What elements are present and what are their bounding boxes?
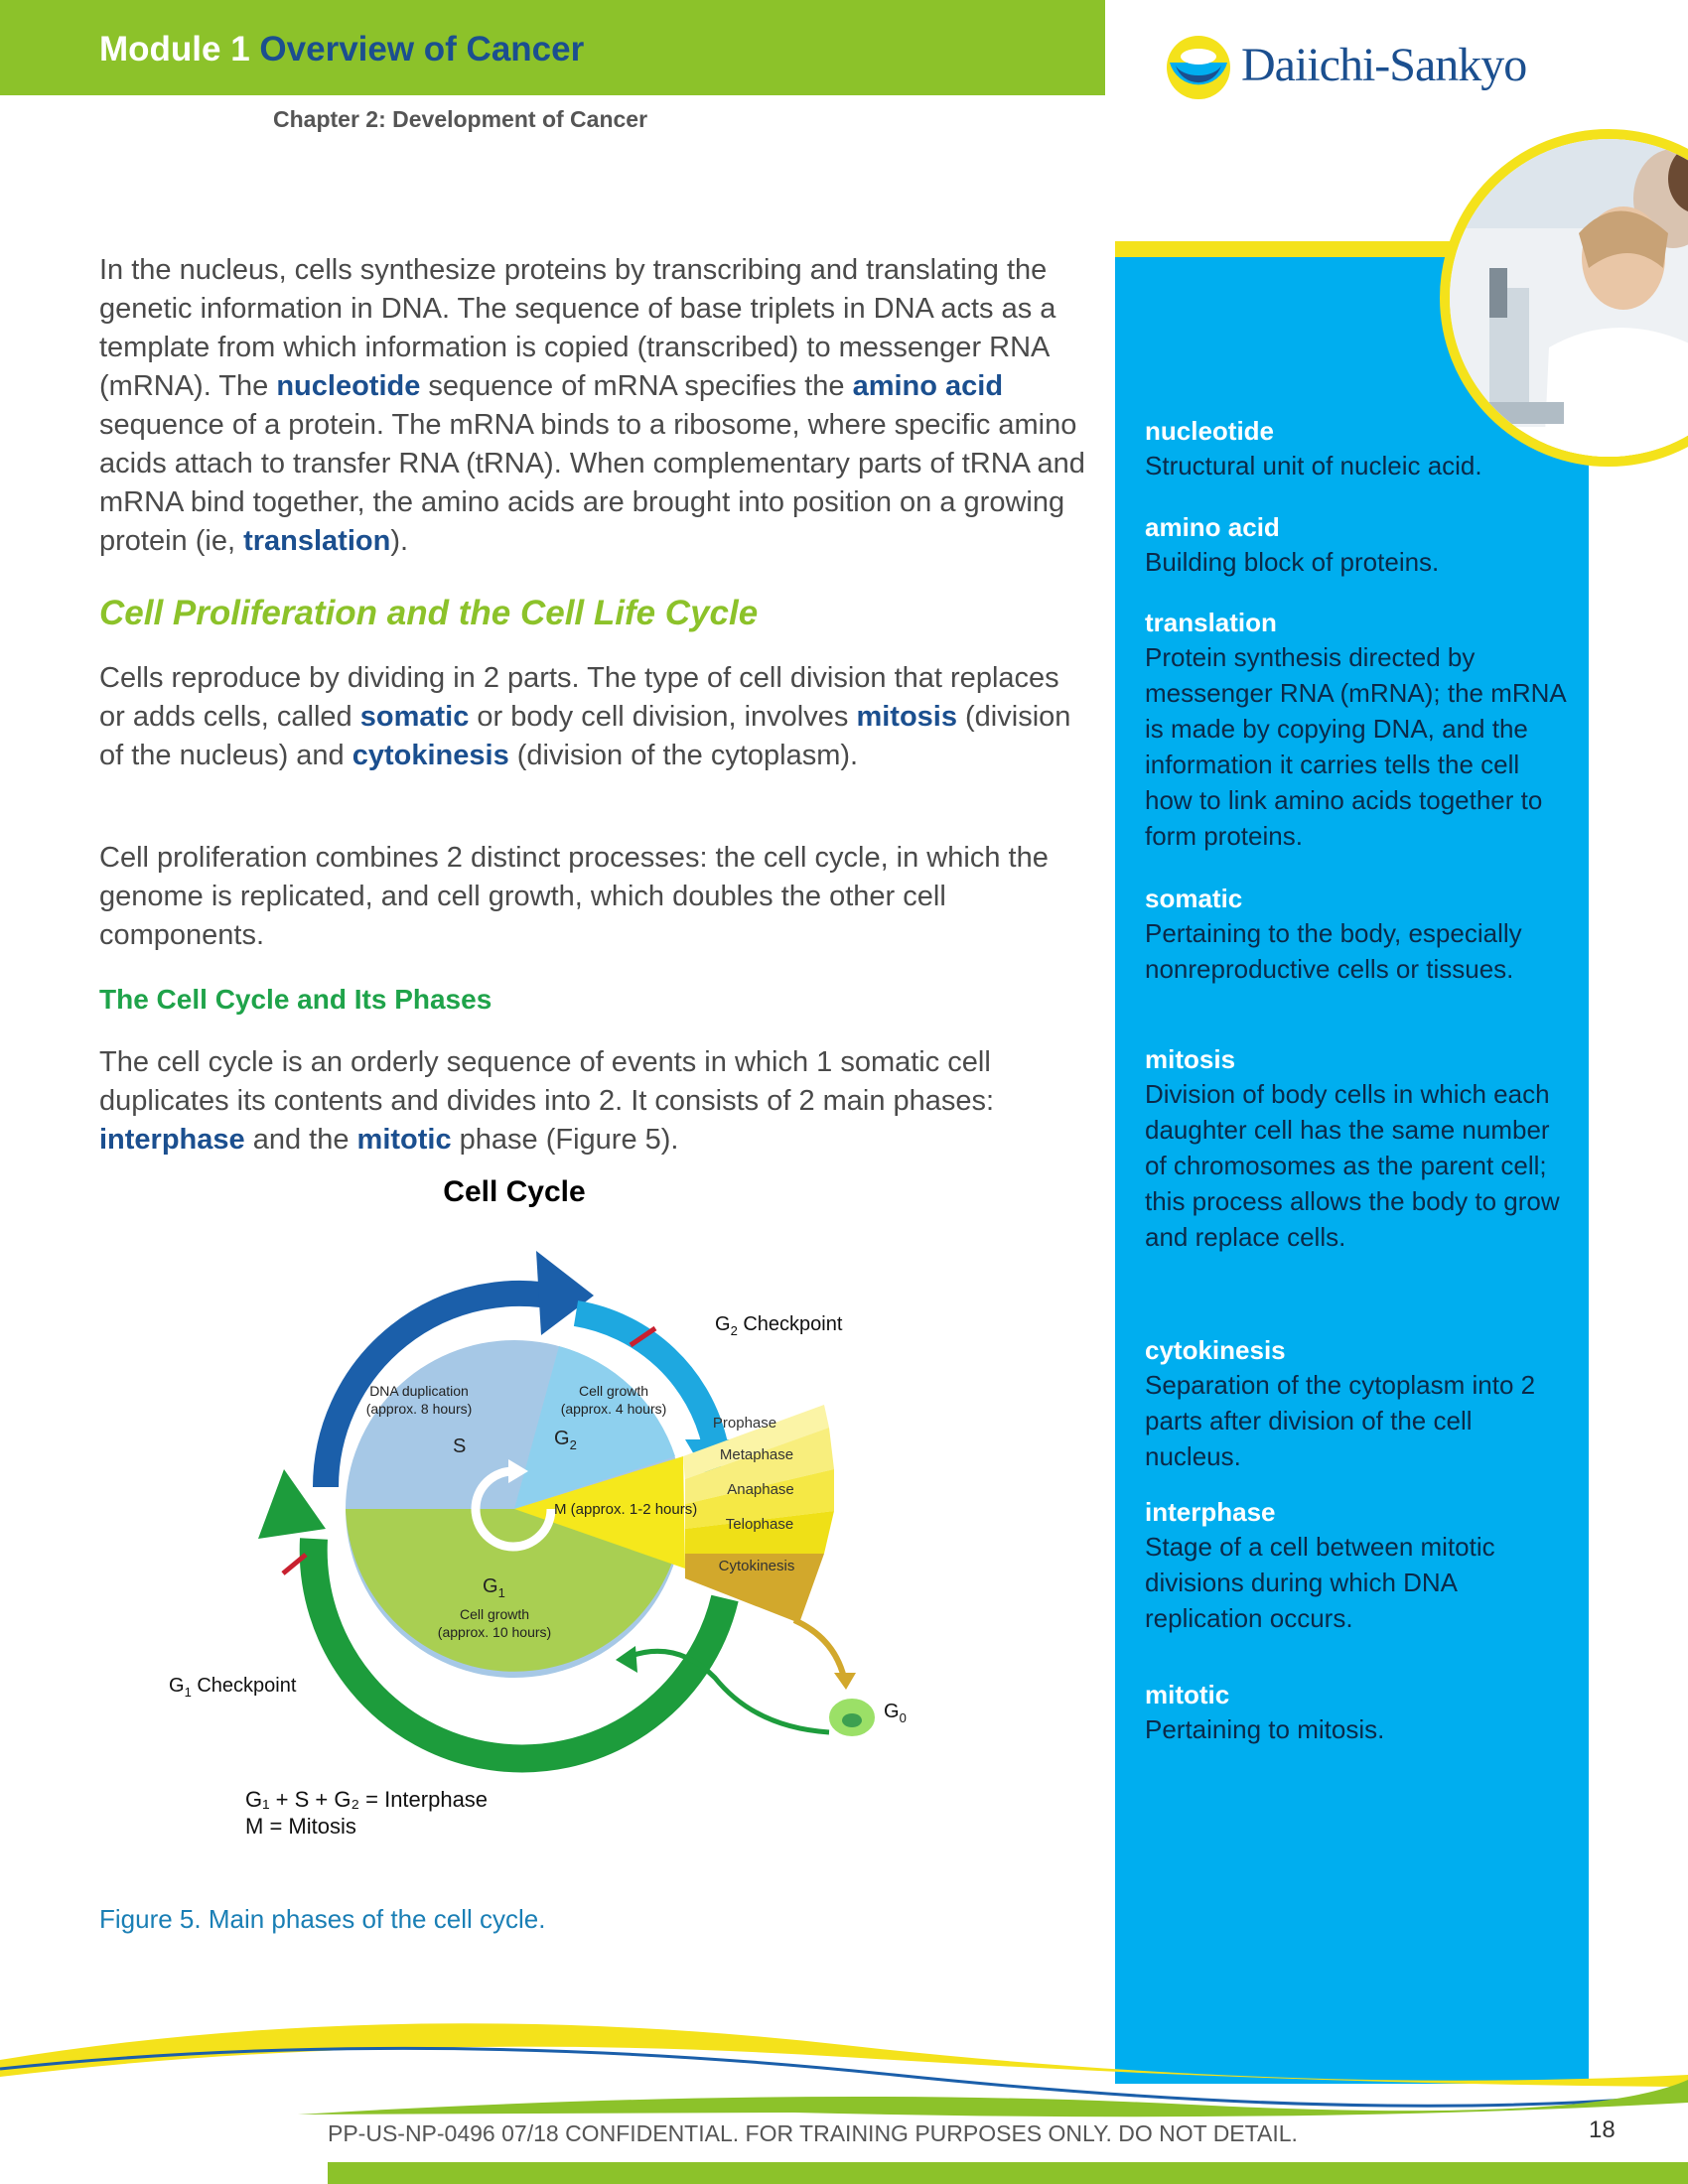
glossary-term: mitosis: [1145, 1044, 1236, 1074]
phase-label: Anaphase: [727, 1481, 794, 1498]
figure-caption: Figure 5. Main phases of the cell cycle.: [99, 1904, 546, 1934]
term-amino-acid: amino acid: [852, 370, 1004, 402]
intro-paragraph: In the nucleus, cells synthesize proteins by transcribing and translating the genetic information in DNA. The sequence of base triplets in DNA acts as a template from which information is copied (transcribed) to messenger RNA (mRNA). The nucleotide sequence of mRNA specifies the amino acid sequence of a protein. The mRNA binds to a ribosome, where specific amino acids attach to transfer RNA (tRNA). When complementary parts of tRNA and mRNA bind together, the amino acids are brought into position on a growing protein (ie, translation).: [99, 254, 1085, 557]
glossary-entry-mitotic: [1145, 1678, 1567, 1747]
term-nucleotide: nucleotide: [276, 370, 421, 402]
module-title: [99, 30, 584, 69]
g0-cell-nucleus-icon: [842, 1713, 862, 1727]
glossary-definition: Structural unit of nucleic acid.: [1145, 451, 1482, 480]
g1-phase-duration: (approx. 10 hours): [437, 1624, 552, 1640]
glossary-entry-mitosis: [1145, 1042, 1567, 1255]
cell-proliferation-paragraph: Cell proliferation combines 2 distinct processes: the cell cycle, in which the genome is replicated, and cell growth, which doubles the other cell components.: [99, 842, 1049, 951]
glossary-entry-somatic: [1145, 882, 1567, 987]
diagram-title: Cell Cycle: [443, 1175, 586, 1208]
g1-phase-label: $G_1$: [483, 1575, 505, 1600]
glossary-definition: Building block of proteins.: [1145, 547, 1440, 577]
daiichi-sankyo-logo: [1164, 28, 1541, 107]
phase-label: Prophase: [712, 1415, 777, 1432]
g2-phase-label: $G_2$: [554, 1428, 577, 1452]
legend-interphase: G₁ + S + G₂ = Interphase: [245, 1787, 489, 1812]
module-subtitle: Overview of Cancer: [259, 30, 585, 68]
glossary-definition: Division of body cells in which each daughter cell has the same number of chromosomes as the parent cell; this process allows the body to grow and replace cells.: [1145, 1079, 1560, 1252]
s-phase-duration: (approx. 8 hours): [365, 1401, 473, 1417]
term-cytokinesis: cytokinesis: [352, 740, 509, 771]
g0-return-arrowhead-icon: [616, 1646, 637, 1673]
decorative-waves: [0, 1985, 1688, 2134]
glossary-definition: Pertaining to mitosis.: [1145, 1714, 1385, 1744]
glossary-term: cytokinesis: [1145, 1335, 1286, 1365]
glossary-definition: Pertaining to the body, especially nonreproductive cells or tissues.: [1145, 918, 1522, 984]
scientist-with-microscope-image: [1450, 139, 1688, 457]
page-number: 18: [1589, 2116, 1616, 2143]
glossary-entry-interphase: [1145, 1495, 1567, 1636]
glossary-entry-nucleotide: [1145, 414, 1567, 483]
term-somatic: somatic: [359, 701, 470, 733]
logo-mark-icon: [1164, 33, 1233, 102]
term-interphase: interphase: [99, 1124, 245, 1156]
chapter-title: Chapter 2: Development of Cancer: [273, 106, 648, 132]
phase-label: Telophase: [725, 1516, 794, 1533]
glossary-term: amino acid: [1145, 512, 1280, 542]
section-heading: Cell Proliferation and the Cell Life Cycle: [99, 594, 759, 632]
s-phase-description: DNA duplication: [369, 1383, 469, 1399]
phase-label: Cytokinesis: [718, 1558, 795, 1574]
term-translation: translation: [243, 525, 391, 557]
cell-cycle-paragraph: The cell cycle is an orderly sequence of events in which 1 somatic cell duplicates its contents and divides into 2. It consists of 2 main phases: interphase and the mitotic phase (Figure 5).: [99, 1046, 995, 1156]
g1-checkpoint-label: $G_1$ Checkpoint: [169, 1675, 297, 1700]
g2-phase-description: Cell growth: [578, 1383, 649, 1399]
g0-exit-arrow: [794, 1620, 844, 1678]
g1-phase-description: Cell growth: [459, 1606, 530, 1622]
module-label: Module 1: [99, 30, 250, 68]
glossary-term: mitotic: [1145, 1680, 1230, 1709]
glossary-entry-amino-acid: [1145, 510, 1567, 580]
glossary-definition: Separation of the cytoplasm into 2 parts after division of the cell nucleus.: [1145, 1370, 1536, 1471]
glossary-entry-translation: [1145, 606, 1567, 854]
term-mitotic: mitotic: [356, 1124, 452, 1156]
footer-disclaimer: PP-US-NP-0496 07/18 CONFIDENTIAL. FOR TRAINING PURPOSES ONLY. DO NOT DETAIL.: [328, 2120, 1298, 2146]
subheading: The Cell Cycle and Its Phases: [99, 984, 492, 1015]
yellow-wave: [0, 2023, 1688, 2087]
glossary-term: nucleotide: [1145, 416, 1275, 446]
glossary-term: translation: [1145, 608, 1277, 637]
term-mitosis: mitosis: [856, 701, 957, 733]
cell-cycle-diagram: [149, 1171, 1043, 1846]
logo-text: Daiichi-Sankyo: [1241, 39, 1527, 91]
cell-division-paragraph: Cells reproduce by dividing in 2 parts. The type of cell division that replaces or adds cells, called somatic or body cell division, involves mitosis (division of the nucleus) and cytokinesis (division of the cytoplasm).: [99, 662, 1071, 771]
g0-label: $G_0$: [884, 1701, 907, 1725]
g0-exit-arrowhead-icon: [834, 1673, 856, 1690]
glossary-term: somatic: [1145, 884, 1243, 913]
glossary-entry-cytokinesis: [1145, 1333, 1567, 1474]
legend-mitosis: M = Mitosis: [245, 1814, 356, 1839]
footer-bar: [328, 2162, 1688, 2184]
g2-phase-duration: (approx. 4 hours): [560, 1401, 667, 1417]
phase-label: Metaphase: [719, 1446, 794, 1463]
g2-checkpoint-label: $G_2$ Checkpoint: [715, 1313, 843, 1338]
glossary-term: interphase: [1145, 1497, 1276, 1527]
m-phase-label: M (approx. 1-2 hours): [554, 1501, 698, 1518]
glossary-definition: Protein synthesis directed by messenger RNA (mRNA); the mRNA is made by copying DNA, and the information it carries tells the cell how to link amino acids together to form proteins.: [1145, 642, 1566, 851]
s-phase-label: S: [453, 1435, 467, 1457]
glossary-definition: Stage of a cell between mitotic divisions during which DNA replication occurs.: [1145, 1532, 1495, 1633]
